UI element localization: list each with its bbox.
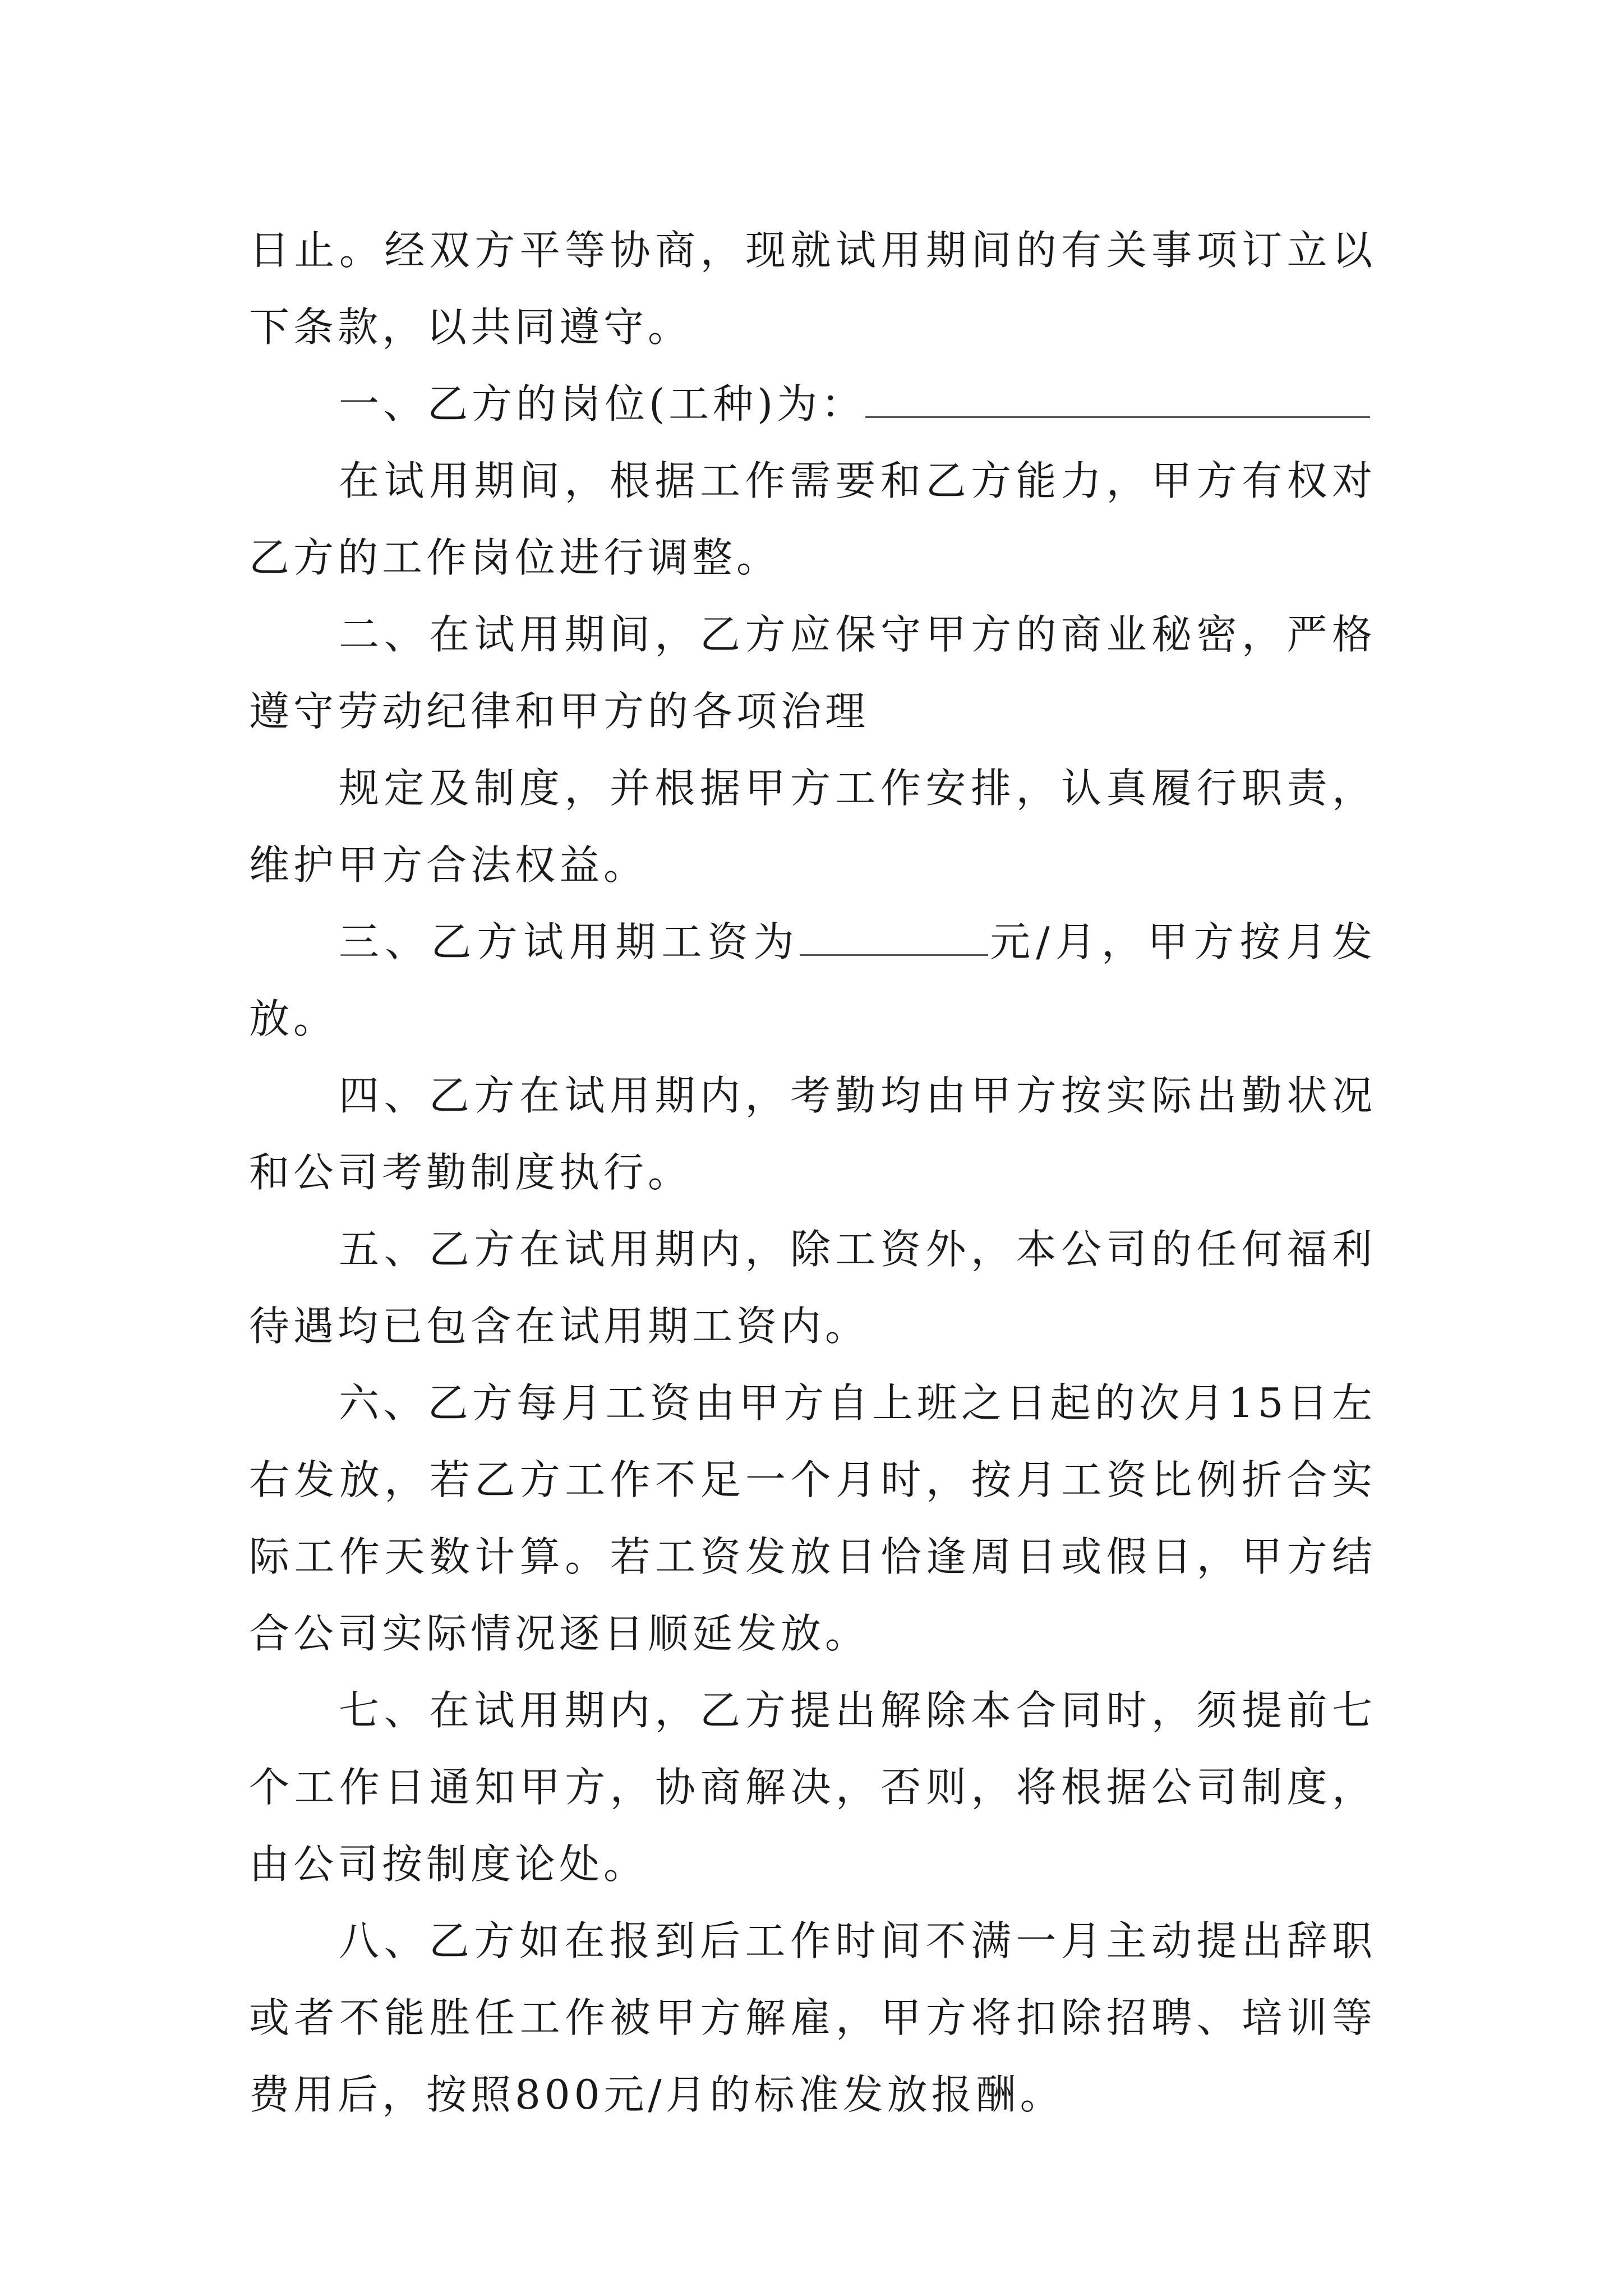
- clause-5-benefits: 五、乙方在试用期内，除工资外，本公司的任何福利待遇均已包含在试用期工资内。: [249, 1226, 1376, 1350]
- clause-1-adjustment: 在试用期间，根据工作需要和乙方能力，甲方有权对乙方的工作岗位进行调整。: [249, 457, 1376, 581]
- position-blank-line: [865, 370, 1370, 418]
- clause-1-label: 一、乙方的岗位(工种)为：: [339, 380, 866, 427]
- clause-2-continuation: 规定及制度，并根据甲方工作安排，认真履行职责，维护甲方合法权益。: [249, 765, 1376, 889]
- clause-7-termination: 七、在试用期内，乙方提出解除本合同时，须提前七个工作日通知甲方，协商解决，否则，将根据公司制度，由公司按制度论处。: [249, 1687, 1376, 1888]
- paragraph-intro-continuation: 日止。经双方平等协商，现就试用期间的有关事项订立以下条款，以共同遵守。: [249, 227, 1376, 351]
- clause-6-payment-schedule: 六、乙方每月工资由甲方自上班之日起的次月15日左右发放，若乙方工作不足一个月时，按月工资比例折合实际工作天数计算。若工资发放日恰逢周日或假日，甲方结合公司实际情况逐日顺延发放。: [249, 1379, 1376, 1657]
- clause-3-suffix: 元/月，甲方按月发放。: [249, 918, 1376, 1042]
- clause-3-salary: [249, 904, 1376, 1057]
- clause-2-confidentiality: 二、在试用期间，乙方应保守甲方的商业秘密，严格遵守劳动纪律和甲方的各项治理: [249, 611, 1376, 735]
- clause-3-label: 三、乙方试用期工资为: [339, 918, 800, 965]
- document-body: [249, 212, 1376, 2133]
- clause-8-resignation: 八、乙方如在报到后工作时间不满一月主动提出辞职或者不能胜任工作被甲方解雇，甲方将扣除招聘、培训等费用后，按照800元/月的标准发放报酬。: [249, 1917, 1376, 2118]
- clause-1-position: [249, 366, 1376, 443]
- clause-4-attendance: 四、乙方在试用期内，考勤均由甲方按实际出勤状况和公司考勤制度执行。: [249, 1072, 1376, 1196]
- salary-blank-line: [800, 908, 988, 956]
